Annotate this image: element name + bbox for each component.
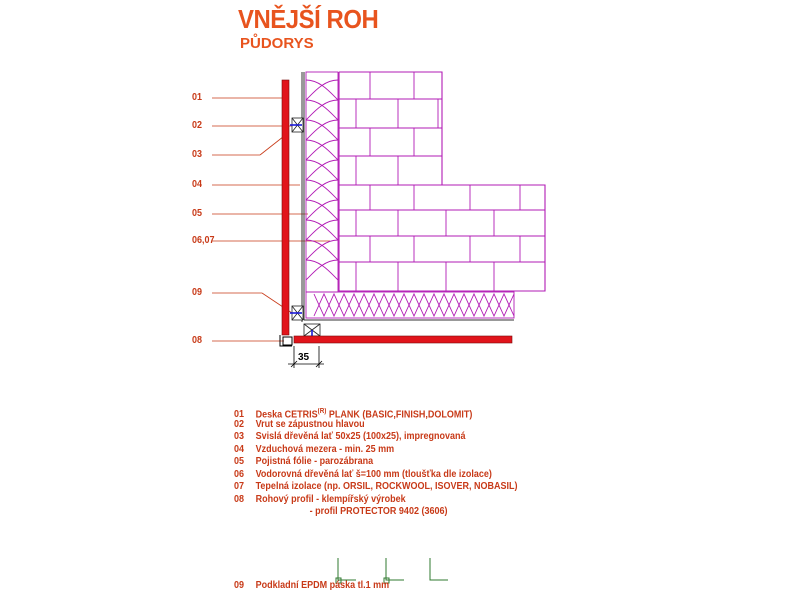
legend-item — [234, 469, 517, 482]
membrane-foil — [302, 72, 514, 322]
callout-03: 03 — [192, 149, 203, 160]
callout-08: 08 — [192, 335, 203, 346]
legend-text: Vrut se zápustnou hlavou — [255, 418, 365, 430]
legend-text: Svislá dřevěná lať 50x25 (100x25), impregnovaná — [255, 431, 466, 442]
legend-text: PLANK (BASIC,FINISH,DOLOMIT) — [326, 409, 473, 421]
corner-profile — [280, 335, 292, 346]
legend-text: Pojistná fólie - parozábrana — [255, 456, 374, 467]
legend-number: 02 — [234, 418, 245, 430]
masonry-wall — [339, 72, 545, 291]
legend-number: 07 — [234, 481, 245, 492]
legend-number: 04 — [234, 443, 245, 455]
legend-item — [234, 494, 517, 507]
legend-text: Rohový profil - klempířský výrobek — [255, 493, 406, 505]
legend-number: 05 — [234, 456, 245, 467]
leader-lines — [212, 98, 330, 341]
legend-item — [234, 481, 517, 494]
legend-number: 03 — [234, 431, 245, 442]
legend-text: - profil PROTECTOR 9402 (3606) — [309, 506, 448, 517]
callout-06-07: 06,07 — [192, 235, 215, 246]
page-subtitle: PŮDORYS — [240, 35, 314, 52]
callout-05: 05 — [192, 208, 203, 219]
callout-02: 02 — [192, 120, 203, 131]
legend-text: Tepelná izolace (np. ORSIL, ROCKWOOL, ISOVER, NOBASIL) — [255, 481, 518, 492]
legend-text: Deska CETRIS — [255, 409, 318, 421]
callout-01: 01 — [192, 92, 203, 103]
callout-09: 09 — [192, 287, 203, 298]
legend-item — [234, 431, 517, 444]
vertical-insulation — [306, 72, 338, 292]
legend-text: Vzduchová mezera - min. 25 mm — [255, 443, 395, 455]
legend-item — [234, 406, 517, 419]
horizontal-insulation — [306, 292, 514, 318]
legend-text: Vodorovná dřevěná lať š=100 mm (tloušťka dle izolace) — [255, 468, 492, 480]
legend-number: 01 — [234, 409, 245, 421]
legend-item — [234, 444, 517, 457]
legend-list — [234, 406, 517, 519]
legend-text: Podkladní EPDM páska tl.1 mm — [255, 580, 390, 591]
cetris-cladding — [282, 80, 512, 343]
legend-item — [234, 506, 517, 519]
legend-sup: (R) — [317, 408, 327, 415]
page-title: VNĚJŠÍ ROH — [238, 4, 379, 34]
legend-item — [234, 419, 517, 432]
dimension-label: 35 — [298, 352, 310, 363]
legend-number: 09 — [234, 580, 245, 591]
callout-04: 04 — [192, 179, 203, 190]
legend-number: 08 — [234, 493, 245, 505]
legend-item-09 — [234, 580, 389, 591]
legend-number: 06 — [234, 468, 245, 480]
legend-item — [234, 456, 517, 469]
